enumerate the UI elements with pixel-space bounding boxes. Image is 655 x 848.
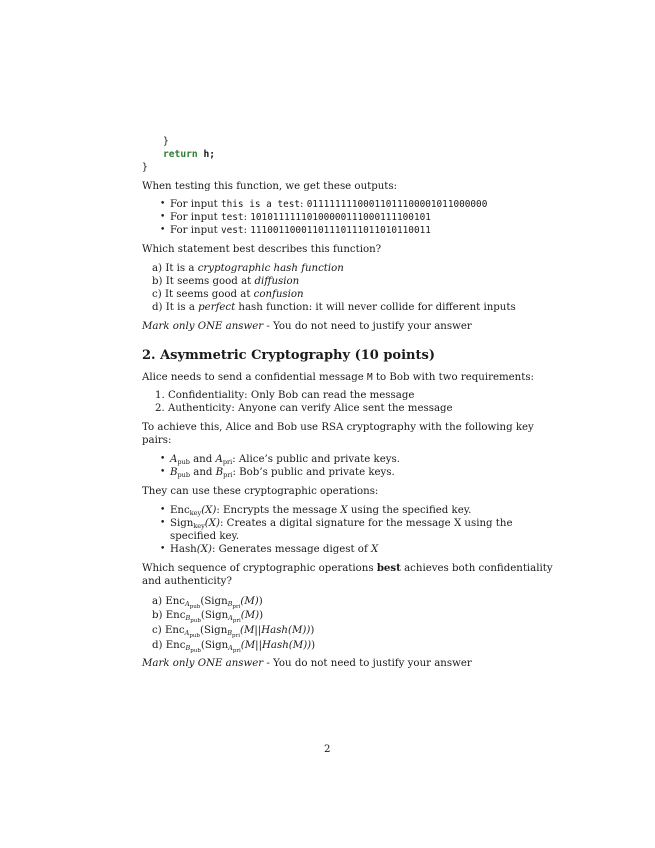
q2-footer-note: Mark only ONE answer - You do not need to justify your answer	[142, 658, 472, 669]
q2-op-enc: Enc$_{key}$(X): Encrypts the message X using the specified key.	[170, 505, 472, 517]
q2-answer-c: c) Enc$_{A_{pub}}$(Sign$_{B_{pri}}$(M||Hash(M)))	[152, 625, 315, 639]
page-number: 2	[324, 744, 331, 755]
code-close-outer-brace: }	[142, 162, 148, 173]
q1-option-b: b) It seems good at diffusion	[152, 276, 300, 287]
q1-output-item: For input vest: 11100110001101110111011010110011	[170, 225, 431, 236]
bullet: •	[160, 225, 166, 235]
bullet: •	[160, 544, 166, 554]
q2-op-sign-continuation: specified key.	[170, 531, 240, 542]
bullet: •	[160, 505, 166, 515]
bullet: •	[160, 518, 166, 528]
q2-rsa-text-line1: To achieve this, Alice and Bob use RSA cryptography with the following key	[142, 422, 534, 433]
q2-intro: Alice needs to send a confidential message M to Bob with two requirements:	[142, 372, 534, 383]
q1-option-c: c) It seems good at confusion	[152, 289, 304, 300]
code-return-keyword: return	[163, 149, 198, 160]
q1-question: Which statement best describes this function?	[142, 244, 382, 255]
section-heading: 2. Asymmetric Cryptography (10 points)	[142, 348, 435, 363]
bullet: •	[160, 467, 166, 477]
code-close-inner-brace: }	[163, 136, 169, 147]
bullet: •	[160, 199, 166, 209]
q2-requirement-item: 1. Confidentiality: Only Bob can read the message	[155, 390, 415, 401]
q2-key-item-bob: $B_{pub}$ and $B_{pri}$: Bob’s public and private keys.	[170, 467, 395, 479]
q2-rsa-text-line2: pairs:	[142, 435, 172, 446]
q1-option-a: a) It is a cryptographic hash function	[152, 263, 344, 274]
bullet: •	[160, 454, 166, 464]
q2-answer-d: d) Enc$_{B_{pub}}$(Sign$_{A_{pri}}$(M||Hash(M)))	[152, 640, 316, 654]
q1-output-item: For input test: 10101111110100000111000111100101	[170, 212, 431, 223]
q2-requirement-item: 2. Authenticity: Anyone can verify Alice sent the message	[155, 403, 453, 414]
q2-ops-intro: They can use these cryptographic operations:	[142, 486, 379, 497]
q2-op-sign: Sign$_{key}$(X): Creates a digital signature for the message X using the	[170, 518, 513, 530]
code-return-variable: h;	[203, 149, 215, 160]
q1-intro: When testing this function, we get these outputs:	[142, 181, 398, 192]
q1-output-item: For input this is a test: 01111111100011011100001011000000	[170, 199, 488, 210]
code-return-line	[163, 148, 215, 161]
q1-option-d: d) It is a perfect hash function: it will never collide for different inputs	[152, 302, 516, 313]
bullet: •	[160, 212, 166, 222]
q2-op-hash: Hash(X): Generates message digest of X	[170, 544, 379, 555]
q2-answer-a: a) Enc$_{A_{pub}}$(Sign$_{B_{pri}}$(M))	[152, 596, 263, 610]
q2-key-item-alice: $A_{pub}$ and $A_{pri}$: Alice’s public and private keys.	[170, 454, 400, 466]
q2-question-line1: Which sequence of cryptographic operations best achieves both confidentiality	[142, 562, 553, 574]
q2-answer-b: b) Enc$_{B_{pub}}$(Sign$_{A_{pri}}$(M))	[152, 610, 264, 624]
q1-footer-note: Mark only ONE answer - You do not need to justify your answer	[142, 321, 472, 332]
q2-question-line2: and authenticity?	[142, 576, 232, 587]
